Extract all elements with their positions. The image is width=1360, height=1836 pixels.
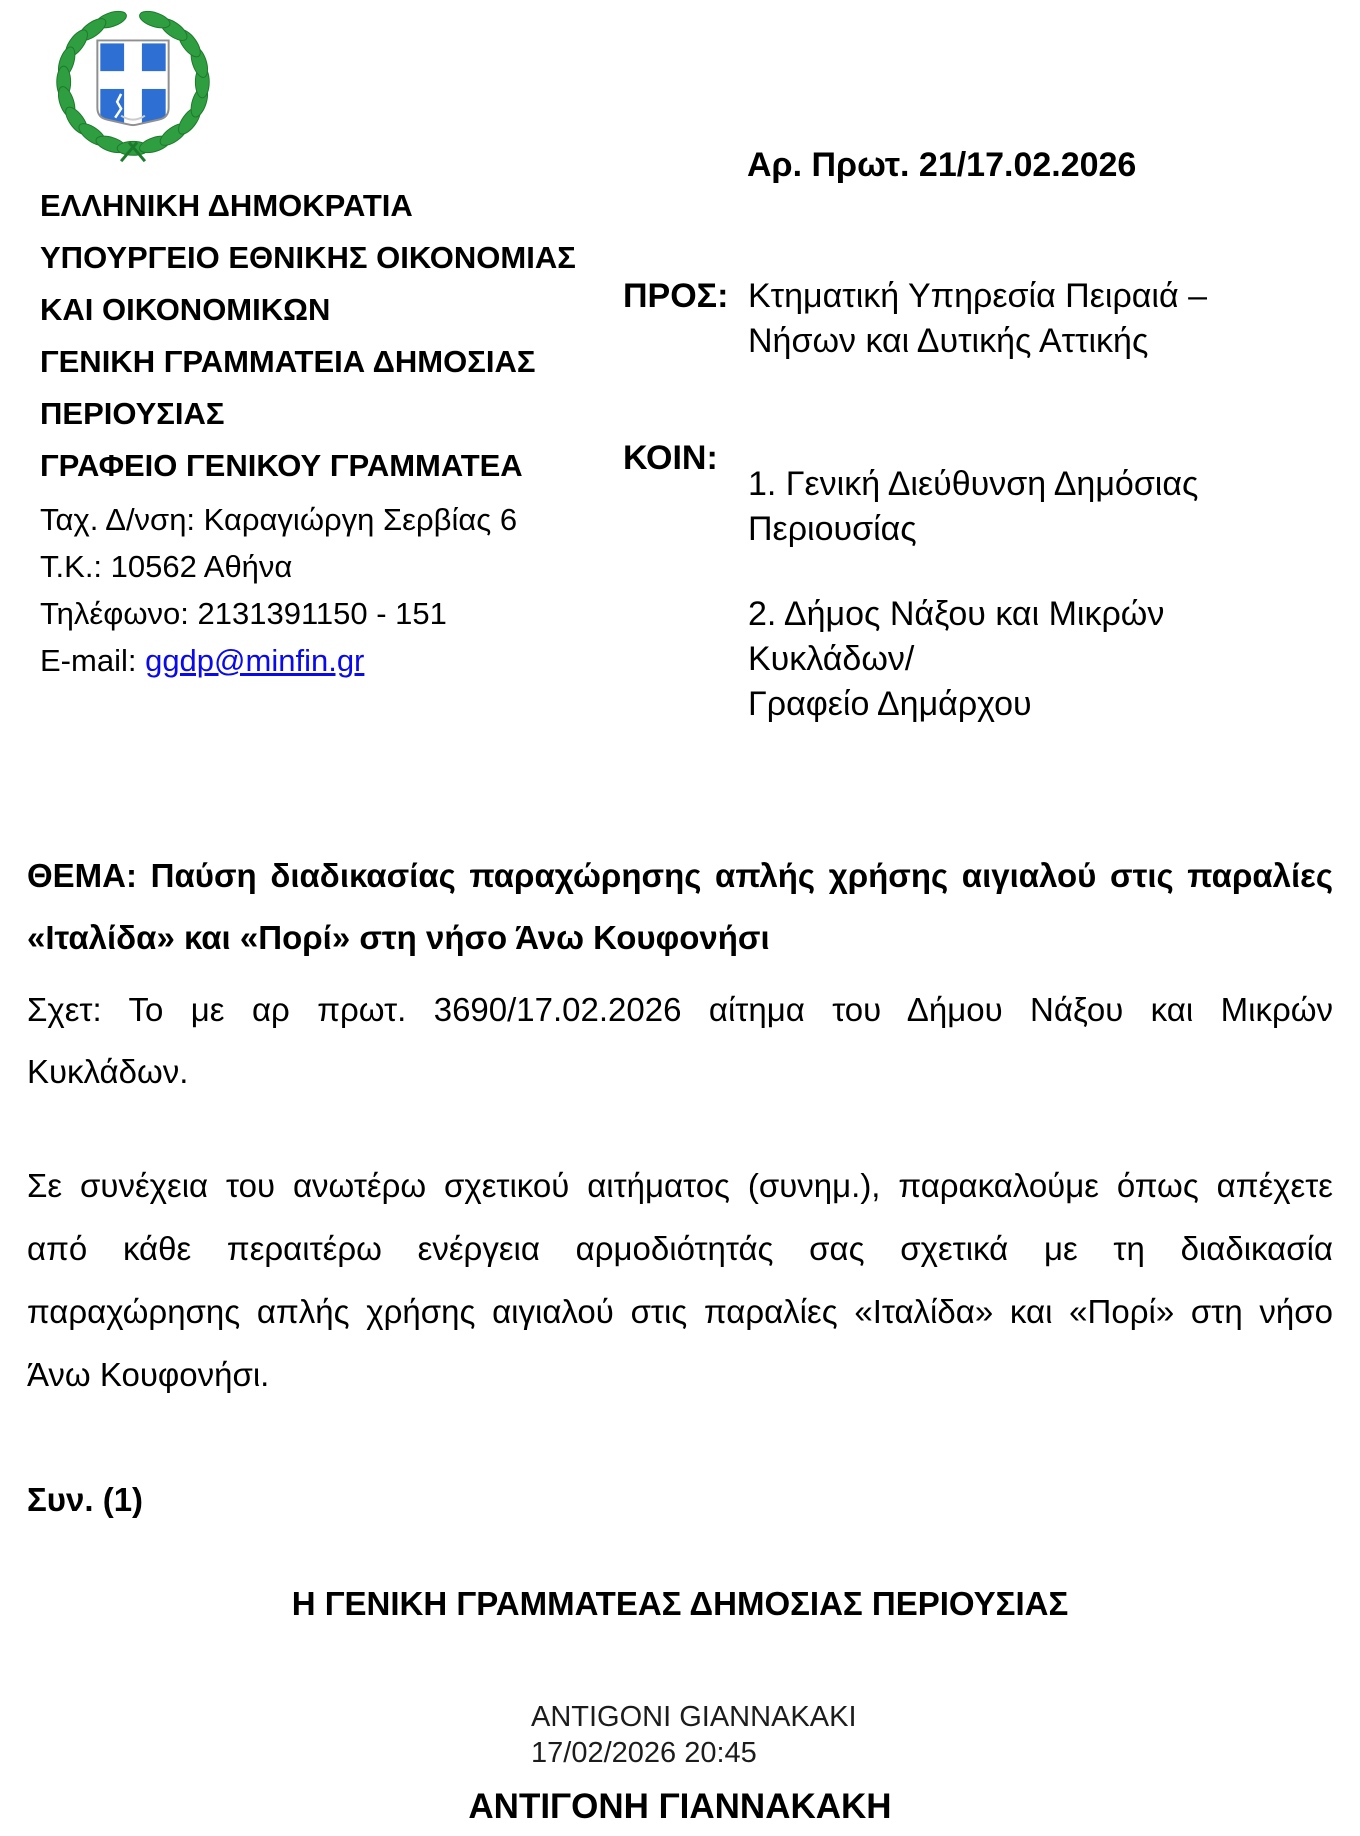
attachments-note: Συν. (1)	[27, 1481, 144, 1518]
reference-line: Σχετ: Το με αρ πρωτ. 3690/17.02.2026 αίτημα του Δήμου Νάξου και Μικρών	[27, 991, 1333, 1028]
pros-line: Κτηματική Υπηρεσία Πειραιά –	[748, 277, 1207, 315]
pros-line: Νήσων και Δυτικής Αττικής	[748, 322, 1149, 360]
coat-of-arms-icon	[34, 2, 232, 166]
email-label: E-mail:	[40, 643, 146, 678]
body-line: Άνω Κουφονήσι.	[27, 1356, 270, 1393]
koin-item1-line: Περιουσίας	[748, 510, 917, 548]
koin-item2-line: 2. Δήμος Νάξου και Μικρών	[748, 595, 1165, 633]
postal-code-line: Τ.Κ.: 10562 Αθήνα	[40, 549, 293, 584]
koin-item1-line: 1. Γενική Διεύθυνση Δημόσιας	[748, 465, 1199, 503]
greek-coat-of-arms-emblem	[34, 2, 232, 171]
org-line: ΥΠΟΥΡΓΕΙΟ ΕΘΝΙΚΗΣ ΟΙΚΟΝΟΜΙΑΣ	[40, 240, 576, 275]
phone-line: Τηλέφωνο: 2131391150 - 151	[40, 596, 447, 631]
email-line	[40, 643, 364, 679]
digital-signature-datetime: 17/02/2026 20:45	[531, 1737, 757, 1769]
postal-address-line: Ταχ. Δ/νση: Καραγιώργη Σερβίας 6	[40, 502, 518, 537]
org-line: ΠΕΡΙΟΥΣΙΑΣ	[40, 396, 225, 431]
body-line: Σε συνέχεια του ανωτέρω σχετικού αιτήματος (συνημ.), παρακαλούμε όπως απέχετε	[27, 1167, 1333, 1204]
pros-label: ΠΡΟΣ:	[623, 277, 729, 315]
email-link[interactable]: ggdp@minfin.gr	[145, 643, 365, 678]
org-line: ΕΛΛΗΝΙΚΗ ΔΗΜΟΚΡΑΤΙΑ	[40, 188, 413, 223]
org-line: ΓΡΑΦΕΙΟ ΓΕΝΙΚΟΥ ΓΡΑΜΜΑΤΕΑ	[40, 448, 523, 483]
koin-label: ΚΟΙΝ:	[623, 439, 718, 477]
signatory-name: ΑΝΤΙΓΟΝΗ ΓΙΑΝΝΑΚΑΚΗ	[468, 1787, 892, 1826]
org-line: ΓΕΝΙΚΗ ΓΡΑΜΜΑΤΕΙΑ ΔΗΜΟΣΙΑΣ	[40, 344, 536, 379]
koin-item2-line: Κυκλάδων/	[748, 640, 915, 678]
org-line: ΚΑΙ ΟΙΚΟΝΟΜΙΚΩΝ	[40, 292, 331, 327]
body-line: από κάθε περαιτέρω ενέργεια αρμοδιότητάς σας σχετικά με τη διαδικασία	[27, 1230, 1333, 1267]
protocol-number: Αρ. Πρωτ. 21/17.02.2026	[747, 146, 1137, 184]
koin-item2-line: Γραφείο Δημάρχου	[748, 685, 1032, 723]
signatory-title: Η ΓΕΝΙΚΗ ΓΡΑΜΜΑΤΕΑΣ ΔΗΜΟΣΙΑΣ ΠΕΡΙΟΥΣΙΑΣ	[291, 1585, 1069, 1622]
reference-line: Κυκλάδων.	[27, 1053, 189, 1090]
digital-signature-name: ANTIGONI GIANNAKAKI	[531, 1701, 857, 1733]
body-line: παραχώρησης απλής χρήσης αιγιαλού στις παραλίες «Ιταλίδα» και «Πορί» στη νήσο	[27, 1293, 1333, 1330]
subject-line: «Ιταλίδα» και «Πορί» στη νήσο Άνω Κουφονήσι	[27, 919, 770, 956]
subject-line: ΘΕΜΑ: Παύση διαδικασίας παραχώρησης απλής χρήσης αιγιαλού στις παραλίες	[27, 857, 1333, 894]
